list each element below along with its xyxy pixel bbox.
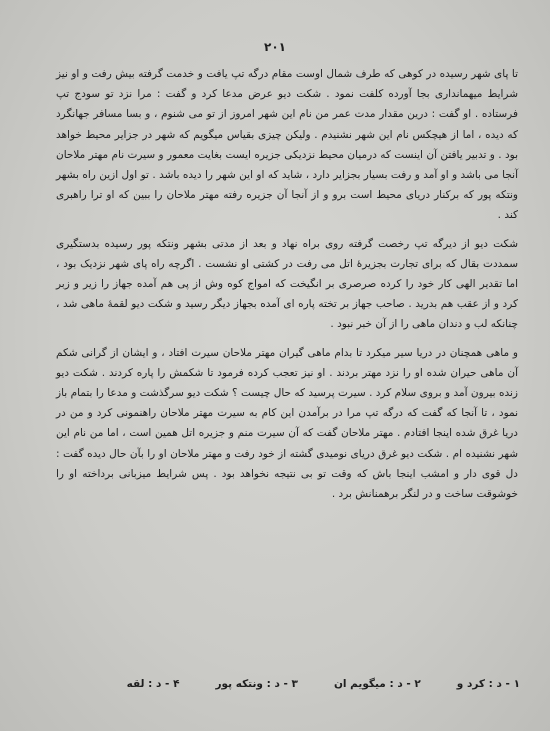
page-number: ۲۰۱ xyxy=(264,40,286,54)
footnote-4: ۴ - د : لقه xyxy=(126,678,180,690)
paragraph-3: و ماهی همچنان در دریا سیر میکرد تا بدام ماهی گیران مهتر ملاحان سیرت افتاد ، و ایشان از گرانی شکم آن ماهی حیران شده او را نزد مهتر بردند . او نیز تعجب کرده فرمود تا شکمش را پاره کردند . شکت دیو زنده بیرون آمد و بروی سلام کرد . سیرت پرسید که حال چیست ؟ شکت دیو سرگذشت و مدعا را بتمام باز نمود ، تا آنجا که گفت که درگه تپ مرا در برآمدن این کام به سیرت مهتر ملاحان راهنمونی کرد و من در دریا غرق شده اینجا افتادم . مهتر ملاحان گفت که آن سیرت منم و جزیره اتل همین است ، اما من نام این شهر نشنیده ام . شکت دیو غرق دریای نومیدی گشته از خود رفت و مهتر ملاحان او را بآن حال دیده گفت : دل قوی دار و امشب اینجا باش که وقت تو بی نتیجه نخواهد بود . پس شرایط میزبانی برداخته او را خوشوقت ساخت و در لنگر برهمنانش برد . xyxy=(56,346,518,501)
footnote-1: ۱ - د : کرد و xyxy=(456,678,520,690)
footnote-2: ۲ - د : میگویم ان xyxy=(333,678,421,690)
paragraph-1: تا پای شهر رسیده در کوهی که طرف شمال اوست مقام درگه تپ یافت و خدمت گرفته بیش رفت و او نیز شرایط میهمانداری بجا آورده کلفت نمود . شکت دیو عرض مدعا کرد و گفت : مرا نزد تو سودج تپ فرستاده . او گفت : درین مقدار مدت عمر من نام این شهر امروز از تو می شنوم ، و بسا مسافر جهانگرد که دیده ، اما از هیچکس نام این شهر نشنیدم . ولیکن چیزی بقیاس میگویم که شهر در جزایر محیط خواهد بود . و تدبیر یافتن آن اینست که درمیان محیط نزدیکی جزیره ایست بغایت معمور و سیرت نام مهتر ملاحان آنجا می باشد و او آمد و رفت بسیار بجزایر دارد ، شاید که او این شهر را دیده باشد . تو اول ازین راه بشهر ونتکه پور که برکنار دریای محیط است برو و از آنجا آن جزیره رفته مهتر ملاحان را ببین که او ترا راهبری کند . xyxy=(56,68,518,222)
footnote-3: ۳ - د : ونتکه پور xyxy=(215,678,298,690)
footnotes xyxy=(120,678,520,690)
body-text xyxy=(56,64,518,504)
paragraph-2: شکت دیو از دیرگه تپ رخصت گرفته روی براه نهاد و بعد از مدتی بشهر ونتکه پور رسیده بدستگیری سمددت بقال که برای تجارت بجزیرهٔ اتل می رفت در کشتی او نشست . اگرچه راه پای شهر نزدیک بود ، اما تقدیر الهی کار خود را کرده صرصری بر انگیخت که امواج کوه وش از پی هم آمده جهاز را زیر و زبر کرد و از عقب هم بدرید . صاحب جهاز بر تخته پاره ای آمده بجهاز دیگر رسید و شکت دیو لقمهٔ ماهی شد ، چنانکه لب و دندان ماهی را از آن خبر نبود . xyxy=(56,237,518,331)
